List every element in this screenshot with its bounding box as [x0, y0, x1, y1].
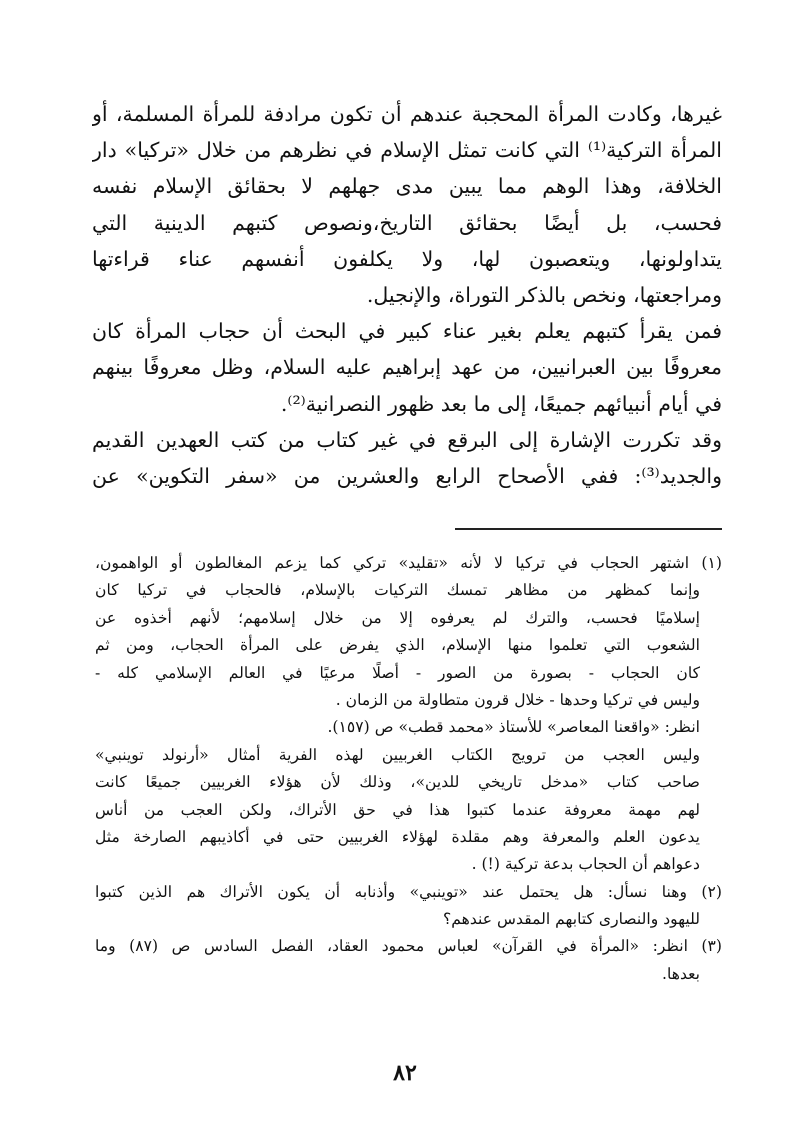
body-line: ومراجعتها، ونخص بالذكر التوراة، والإنجيل. [366, 282, 722, 307]
page-number: ٨٢ [393, 1060, 417, 1086]
footnote-line: (٢) وهنا نسأل: هل يحتمل عند «توينبي» وأذنابه أن يكون الأتراك هم الذين كتبوا [95, 882, 722, 901]
body-line: غيرها، وكادت المرأة المحجبة عندهم أن تكون مرادفة للمرأة المسلمة، أو [92, 102, 722, 126]
footnote-line: دعواهم أن الحجاب بدعة تركية (!) . [471, 855, 700, 874]
body-line: معروفًا بين العبرانيين، من عهد إبراهيم عليه السلام، وظل معروفًا بينهم [92, 355, 722, 380]
footnote-divider [455, 528, 722, 530]
body-line: يتداولونها، ويتعصبون لها، ولا يكلفون أنفسهم عناء قراءتها [92, 246, 722, 271]
footnote-line: بعدها. [662, 964, 700, 983]
footnote-line: لهم مهمة معروفة عندما كتبوا هذا في حق الأتراك، ولكن العجب من أناس [95, 800, 700, 819]
footnote-line: (٣) انظر: «المرأة في القرآن» لعباس محمود العقاد، الفصل السادس ص (٨٧) وما [95, 937, 722, 956]
footnote-line: (١) اشتهر الحجاب في تركيا لا لأنه «تقليد» تركي كما يزعم المغالطون أو الواهمون، [95, 554, 722, 572]
footnote-line: وليس العجب من ترويج الكتاب الغربيين لهذه الفرية أمثال «أرنولد توينبي» [95, 745, 700, 764]
footnote-line: صاحب كتاب «مدخل تاريخي للدين»، وذلك لأن هؤلاء الغربيين جميعًا كانت [95, 773, 700, 792]
footnote-line: وإنما كمظهر من مظاهر تمسك التركيات بالإسلام، فالحجاب في تركيا كان [95, 581, 700, 600]
body-line: وقد تكررت الإشارة إلى البرقع في غير كتاب من كتب العهدين القديم [92, 427, 722, 452]
body-line: الخلافة، وهذا الوهم مما يبين مدى جهلهم لا بحقائق الإسلام نفسه [92, 174, 722, 199]
main-text [92, 96, 722, 494]
body-line: والجديد⁽³⁾: ففي الأصحاح الرابع والعشرين من «سفر التكوين» عن [92, 463, 722, 488]
footnote-line: انظر: «واقعنا المعاصر» للأستاذ «محمد قطب» ص (١٥٧). [327, 718, 700, 737]
footnote-line: وليس في تركيا وحدها - خلال قرون متطاولة من الزمان . [335, 690, 700, 709]
footnotes [95, 550, 722, 988]
footnote-line: لليهود والنصارى كتابهم المقدس عندهم؟ [442, 910, 700, 929]
body-line: فمن يقرأ كتبهم يعلم بغير عناء كبير في البحث أن حجاب المرأة كان [92, 319, 722, 344]
body-line: المرأة التركية⁽¹⁾ التي كانت تمثل الإسلام في نظرهم من خلال «تركيا» دار [92, 138, 722, 163]
footnote-line: كان الحجاب - بصورة من الصور - أصلًا مرعيًا في العالم الإسلامي كله - [95, 663, 700, 682]
body-line: في أيام أنبيائهم جميعًا، إلى ما بعد ظهور النصرانية⁽²⁾. [280, 391, 722, 416]
footnote-line: الشعوب التي تعلموا منها الإسلام، الذي يفرض على المرأة الحجاب، ومن ثم [95, 636, 700, 655]
footnote-line: يدعون العلم والمعرفة وهم مقلدة لهؤلاء الغربيين حتى في أكاذيبهم الصارخة مثل [95, 827, 700, 846]
body-line: فحسب، بل أيضًا بحقائق التاريخ،ونصوص كتبهم الدينية التي [92, 210, 722, 235]
footnote-line: إسلاميًا فحسب، والترك لم يعرفوه إلا من خلال إسلامهم؛ لأنهم أخذوه عن [95, 608, 700, 627]
